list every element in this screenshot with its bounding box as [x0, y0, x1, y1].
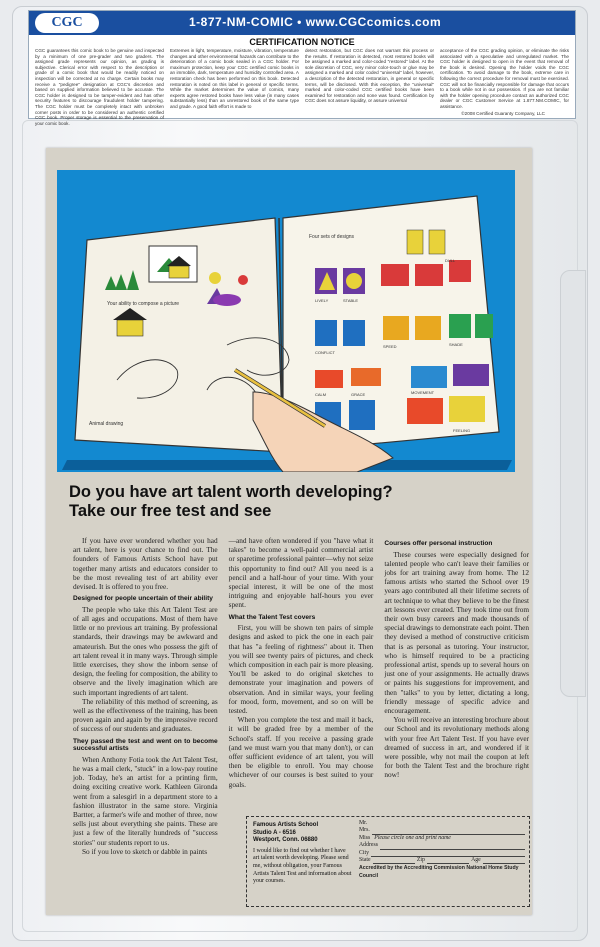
address-row	[359, 842, 525, 849]
city-line	[371, 850, 525, 857]
subheading: Courses offer personal instruction	[384, 540, 493, 547]
school-name: Famous Artists School	[253, 822, 319, 828]
label-copyright: ©2008 Certified Guaranty Company, LLC	[461, 111, 545, 116]
address-label: Address	[359, 842, 378, 849]
ad-column-2	[229, 536, 374, 856]
choice-label: SHADE	[449, 342, 463, 347]
paragraph: When Anthony Fotia took the Art Talent Test, he was a mail clerk, "stuck" in a low-pay routine job. Today, he's an artist for a printing firm, doing exciting creative work. Kathleen Gironda went from a salesgirl in a department store to a fashion illustrator in the same store. Virginia Bartter, a farmer's wife and mother of three, now sells just about everything she paints. These are just a few of the literally hundreds of "success stories" our students report to us.	[73, 754, 218, 847]
mail-in-coupon	[246, 816, 530, 907]
label-column: acceptance of the CGC grading opinion, or eliminate the risks associated with a speculative and unregulated market. The CGC holder is designed to open in the event that removal of the book is desired. Opening the holder voids the CGC certification. To avoid damage to the book, extreme care in following the correct procedure for removal must be exercised. CGC will not be financially responsible for damage that occurs to a book while not in our possession. If you are not familiar with the holder opening procedure contact an authorized CGC dealer or CGC Customer Service at 1.877.NM.COMIC, for assistance.	[440, 48, 569, 109]
name-line	[372, 828, 525, 835]
salutation-mr: Mr.	[359, 820, 368, 826]
state-row	[359, 857, 525, 864]
state-line	[373, 857, 415, 864]
school-studio: Studio A - 6516	[253, 829, 296, 836]
zip-label: Zip	[416, 857, 425, 864]
left-page-caption-bottom: Animal drawing	[89, 421, 124, 427]
paragraph: You will receive an interesting brochure about our School and its revolutionary methods along with your free Art Talent Test. If you have ever dreamed of success in art, and wondered if it were possible, why not mail the coupon at left for both the Talent Test and the brochure right now!	[384, 715, 530, 780]
label-column: CGC guarantees this comic book to be genuine and inspected by a minimum of one pre-grader and two graders. The assigned grade represents our opinion, as grading is subjective. Clerical error with respect to the description or grade of a comic book that would be readily noticed on inspection will be corrected at no charge. Certain books may receive a "pedigree" designation at CGC's discretion and based on supplied information believed to be accurate. The CGC holder is designed to be tamper-evident and has other security features to discourage fraudulent holder tampering. The CGC holder must be completely intact with unbroken corner posts in order to be considered an authentic certified CGC book. Proper storage is essential to the preservation of your comic book.	[35, 48, 164, 126]
choice-label: GRACE	[351, 392, 366, 397]
paragraph: If you have ever wondered whether you had art talent, here is your chance to find out. The founders of Famous Artists School have put together many artists and educators consider to be the most revealing test of art ability ever devised. It is offered to you free.	[73, 536, 218, 592]
choice-label: CONFLICT	[315, 350, 335, 355]
salutation-mrs-row	[359, 827, 525, 834]
right-page-title: Four sets of designs	[309, 234, 355, 240]
label-header-bar	[29, 11, 575, 35]
subheading: What the Talent Test covers	[228, 613, 316, 621]
choice-label: DULL	[445, 258, 456, 263]
coupon-form	[359, 820, 525, 880]
cgc-logo: CGC	[35, 13, 99, 33]
paragraph: When you complete the test and mail it back, it will be graded free by a member of the School's staff. If you receive a passing grade (and we must warn you that many don't), or can offer sufficient evidence of art talent, you will then be eligible to enroll. You may choose whichever of our courses is best suited to your goals.	[228, 715, 374, 789]
choice-label: FEELING	[453, 428, 471, 433]
age-label: Age	[471, 857, 481, 864]
paragraph: First, you will be shown ten pairs of simple designs and asked to pick the one in each pair that has "a feeling of rightness" about it. Then you will see twenty pairs of pictures, and check which composition in each pair is more pleasing. You'll be asked to do original sketches to demonstrate your imagination and powers of observation. And in similar ways, your feeling for mood, form, movement, and so on will be tested.	[228, 623, 374, 716]
ad-column-1	[73, 536, 218, 856]
age-line	[483, 857, 525, 864]
coupon-school-info	[253, 822, 353, 886]
salutation-mrs: Mrs.	[359, 827, 370, 834]
paragraph: These courses were especially designed for talented people who can't leave their families or jobs for art training away from home. The 12 famous artists who started the School over 19 years ago contributed all their lifetime secrets of art technique to what they believe to be the finest art lessons ever created. They took time out from their own busy careers and made thousands of special drawings to demonstrate each point. Then they devised a method of constructive criticism that is as personal as tutoring. Your instructor, who is himself required to be a practicing professional artist, spends up to several hours on just one of your assignments. He actually draws or paints his suggestions for improvement, and then "talks" to you by letter, dictating a long, friendly message of specific advice and encouragement.	[384, 549, 530, 716]
paragraph: The reliability of this method of screening, as well as the effectiveness of the training, has been proven again and again by the impressive record of success of our students and graduates.	[73, 696, 218, 734]
salutation-miss-row	[359, 835, 525, 842]
school-city: Westport, Conn. 06880	[253, 837, 318, 844]
zip-line	[427, 857, 469, 864]
left-page-caption-top: Your ability to compose a picture	[107, 301, 180, 307]
paragraph: So if you love to sketch or dabble in paints	[82, 846, 208, 856]
salutation-miss: Miss	[359, 834, 371, 841]
label-phone-url: 1-877-NM-COMIC • www.CGCcomics.com	[189, 15, 442, 29]
choice-label: SPEED	[383, 344, 397, 349]
certification-title: CERTIFICATION NOTICE	[249, 37, 355, 47]
label-column: Extremes in light, temperature, moisture, vibration, temperature changes and other environmental hazards can contribute to the deterioration of a comic book sealed in a CGC holder. For maximum protection, keep your CGC certified comic books in an immobile, dark, temperature and humidity controlled area. A restoration check has been performed on this book. Detected restoration is noted on this label in general or specific terms. While the market determines the value of comics, many experts agree restored books have less value (in many cases substantially less) than an unrestored book of the same type and grade. A good faith effort is made to	[170, 48, 299, 109]
slab-side-tab	[560, 270, 586, 697]
ad-headline	[69, 483, 529, 521]
paragraph: —and have often wondered if you "have what it takes" to become a well-paid commercial artist or sparetime professional painter—why not seize this opportunity to find out? All you need is a pencil and a half-hour of your time. With your special interest, it will be one of the most intriguing and enjoyable half-hours you ever spent.	[228, 536, 374, 610]
coupon-request-text: I would like to find out whether I have art talent worth developing. Please send me, without obligation, your Famous Artists Talent Test and information about your courses.	[253, 847, 352, 885]
city-label: City	[359, 849, 369, 856]
state-label: State	[359, 857, 371, 864]
headline-line-2: Take our free test and see	[69, 502, 272, 520]
certification-label	[28, 10, 576, 126]
subheading: They passed the test and went on to become successful artists	[73, 737, 218, 753]
address-line	[380, 843, 525, 850]
art-test-book-illustration	[57, 170, 515, 472]
choice-label: STABLE	[343, 298, 359, 303]
choice-label: LIVELY	[315, 298, 329, 303]
circle-note: Please circle one and print name	[374, 834, 451, 841]
subheading: Designed for people uncertain of their ability	[73, 595, 213, 603]
comic-back-cover	[46, 148, 532, 915]
accreditation-note: Accredited by the Accrediting Commission National Home Study Council	[359, 865, 519, 879]
city-row	[359, 850, 525, 857]
label-column: detect restoration, but CGC does not warrant this process or the results. If restoration is detected, most restored books will be assigned a marked and color-coded "restored" label. At the sole discretion of CGC, very minor color-touch or glue may be assigned a marked and color coded "universal" label, however, a description of the detected restoration, in general or specific terms, will be disclosed. With this exception, the "universal" marked and color-coded CGC certified books have been examined for restoration and none was found. Certification by CGC does not assure liquidity, or assure universal	[305, 48, 434, 104]
paragraph: The people who take this Art Talent Test are of all ages and occupations. Most of them have little or no previous art training. By professional standards, their drawings may be awkward and amateurish. But the ones who possess the gift of art talent reveal it in many ways. Through simple little exercises, they show the inborn sense of design, the feeling for composition, the ability to observe and the lively imagination which are such important ingredients of art talent.	[73, 604, 218, 697]
ad-column-3	[384, 536, 529, 856]
choice-label: CALM	[315, 392, 327, 397]
ad-body-text	[73, 536, 529, 856]
ad-illustration	[57, 170, 515, 472]
choice-label: MOVEMENT	[411, 390, 435, 395]
headline-line-1: Do you have art talent worth developing?	[69, 483, 393, 501]
